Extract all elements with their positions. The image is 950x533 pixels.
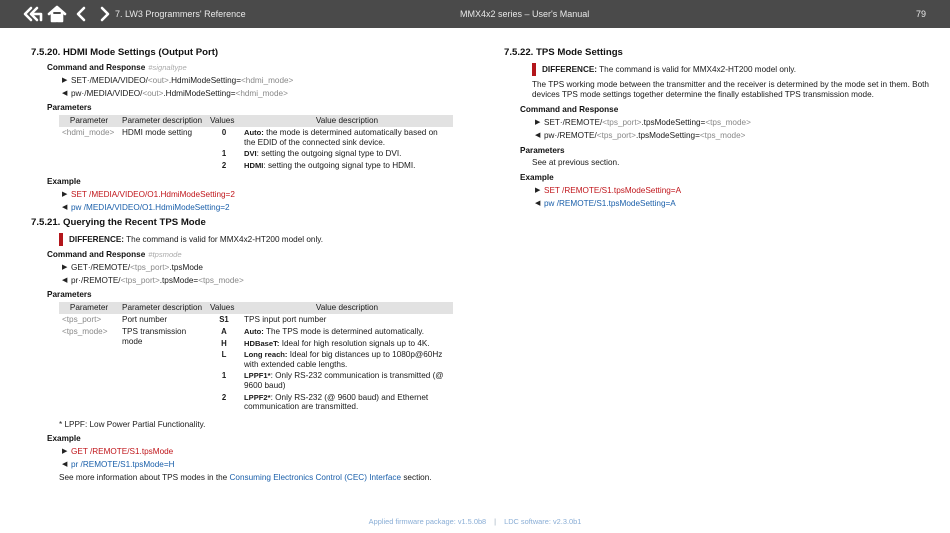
table-header: Values <box>207 115 241 127</box>
table-header: Parameter description <box>119 302 207 314</box>
footer: Applied firmware package: v1.5.0b8 | LDC software: v2.3.0b1 <box>368 517 582 526</box>
section-title-tps-mode-settings: 7.5.22. TPS Mode Settings <box>504 47 623 58</box>
table-row: <tps_port> Port number S1 TPS input port number <box>62 315 327 325</box>
home-icon[interactable] <box>46 4 68 24</box>
table-row: <hdmi_mode> HDMI mode setting 0 Auto: the mode is determined automatically based on the EDID of the connected sink device. <box>62 128 438 147</box>
example-request: ▶ GET /REMOTE/S1.tpsMode <box>62 446 174 456</box>
chevron-right-icon[interactable] <box>94 4 116 24</box>
example-heading: Example <box>47 177 81 187</box>
table-header: Value description <box>241 115 453 127</box>
hdmi-mode-param-table <box>59 115 453 171</box>
command-line: ▶ GET·/REMOTE/<tps_port>.tpsMode <box>62 263 203 273</box>
response-line: ◀ pw·/MEDIA/VIDEO/<out>.HdmiModeSetting=<hdmi_mode> <box>62 89 288 98</box>
left-column <box>31 44 456 485</box>
tps-mode-param-table <box>59 302 453 412</box>
command-response-heading: Command and Response <box>520 105 619 114</box>
table-row: <tps_mode> TPS transmission mode A Auto: The TPS mode is determined automatically. <box>62 326 425 346</box>
page-number: 79 <box>916 9 927 19</box>
difference-bar <box>59 233 63 246</box>
command-line: ▶ SET·/MEDIA/VIDEO/<out>.HdmiModeSetting=<hdmi_mode> <box>62 76 294 85</box>
difference-note: DIFFERENCE: The command is valid for MMX4x2-HT200 model only. <box>59 233 456 246</box>
right-column <box>504 44 929 211</box>
tpsmode-tag: #tpsmode <box>148 250 182 260</box>
section-title-hdmi-mode: 7.5.20. HDMI Mode Settings (Output Port) <box>31 47 219 58</box>
table-row: 1 LPPF1*: Only RS-232 communication is transmitted (@ 9600 baud) <box>221 371 444 390</box>
parameters-heading: Parameters <box>520 146 565 155</box>
table-header: Parameter <box>59 115 119 127</box>
cec-interface-link[interactable]: Consuming Electronics Control (CEC) Interface <box>229 472 402 482</box>
table-header: Values <box>207 302 241 314</box>
back-icon[interactable] <box>22 4 44 24</box>
parameters-heading: Parameters <box>47 103 92 112</box>
example-heading: Example <box>47 433 81 443</box>
example-request: ▶ SET /MEDIA/VIDEO/O1.HdmiModeSetting=2 <box>62 190 235 200</box>
command-response-heading: Command and Response #tpsmode <box>47 250 182 260</box>
table-row: L Long reach: Ideal for big distances up to 1080p@60Hz with extended cable lengths. <box>221 350 443 369</box>
example-response: ◀ pr /REMOTE/S1.tpsMode=H <box>62 459 175 469</box>
example-response: ◀ pw /MEDIA/VIDEO/O1.HdmiModeSetting=2 <box>62 203 230 213</box>
top-bar <box>0 0 950 28</box>
see-more-text: See more information about TPS modes in the Consuming Electronics Control (CEC) Interface section. <box>59 472 432 482</box>
parameters-heading: Parameters <box>47 290 92 300</box>
nav-icons <box>22 4 116 24</box>
table-row: H HDBaseT: Ideal for high resolution signals up to 4K. <box>221 338 430 348</box>
firmware-version: Applied firmware package: v1.5.0b8 <box>368 517 487 526</box>
signaltype-tag: #signaltype <box>148 63 187 72</box>
table-row: 1 DVI: setting the outgoing signal type to DVI. <box>221 149 402 159</box>
chevron-left-icon[interactable] <box>70 4 92 24</box>
tps-mode-description: The TPS working mode between the transmitter and the receiver is determined by the mode set in them. Both devices TPS mode settings together determine the finally established TPS transmission mode. <box>532 80 929 99</box>
command-response-heading: Command and Response #signaltype <box>47 63 187 72</box>
example-request: ▶ SET /REMOTE/S1.tpsModeSetting=A <box>535 186 682 195</box>
request-arrow-icon: ▶ <box>62 77 68 84</box>
table-header: Parameter <box>59 302 119 314</box>
example-heading: Example <box>520 173 554 182</box>
difference-note: DIFFERENCE: The command is valid for MMX4x2-HT200 model only. <box>532 63 929 76</box>
manual-title: MMX4x2 series – User's Manual <box>460 9 590 19</box>
parameters-text: See at previous section. <box>532 158 620 167</box>
lppf-footnote: * LPPF: Low Power Partial Functionality. <box>59 419 206 429</box>
response-line: ◀ pr·/REMOTE/<tps_port>.tpsMode=<tps_mode> <box>62 276 244 286</box>
response-arrow-icon: ◀ <box>62 90 68 97</box>
section-title-query-tps: 7.5.21. Querying the Recent TPS Mode <box>31 217 206 229</box>
command-line: ▶ SET·/REMOTE/<tps_port>.tpsModeSetting=<tps_mode> <box>535 118 751 127</box>
table-header: Parameter description <box>119 115 207 127</box>
table-row: 2 LPPF2*: Only RS-232 (@ 9600 baud) and Ethernet communication are transmitted. <box>221 392 429 412</box>
table-header: Value description <box>241 302 453 314</box>
difference-bar <box>532 63 536 76</box>
table-row: 2 HDMI: setting the outgoing signal type to HDMI. <box>221 160 416 170</box>
ldc-version: LDC software: v2.3.0b1 <box>504 517 582 526</box>
response-line: ◀ pw·/REMOTE/<tps_port>.tpsModeSetting=<tps_mode> <box>535 131 746 140</box>
chapter-title: 7. LW3 Programmers' Reference <box>115 9 246 19</box>
example-response: ◀ pw /REMOTE/S1.tpsModeSetting=A <box>535 199 676 208</box>
